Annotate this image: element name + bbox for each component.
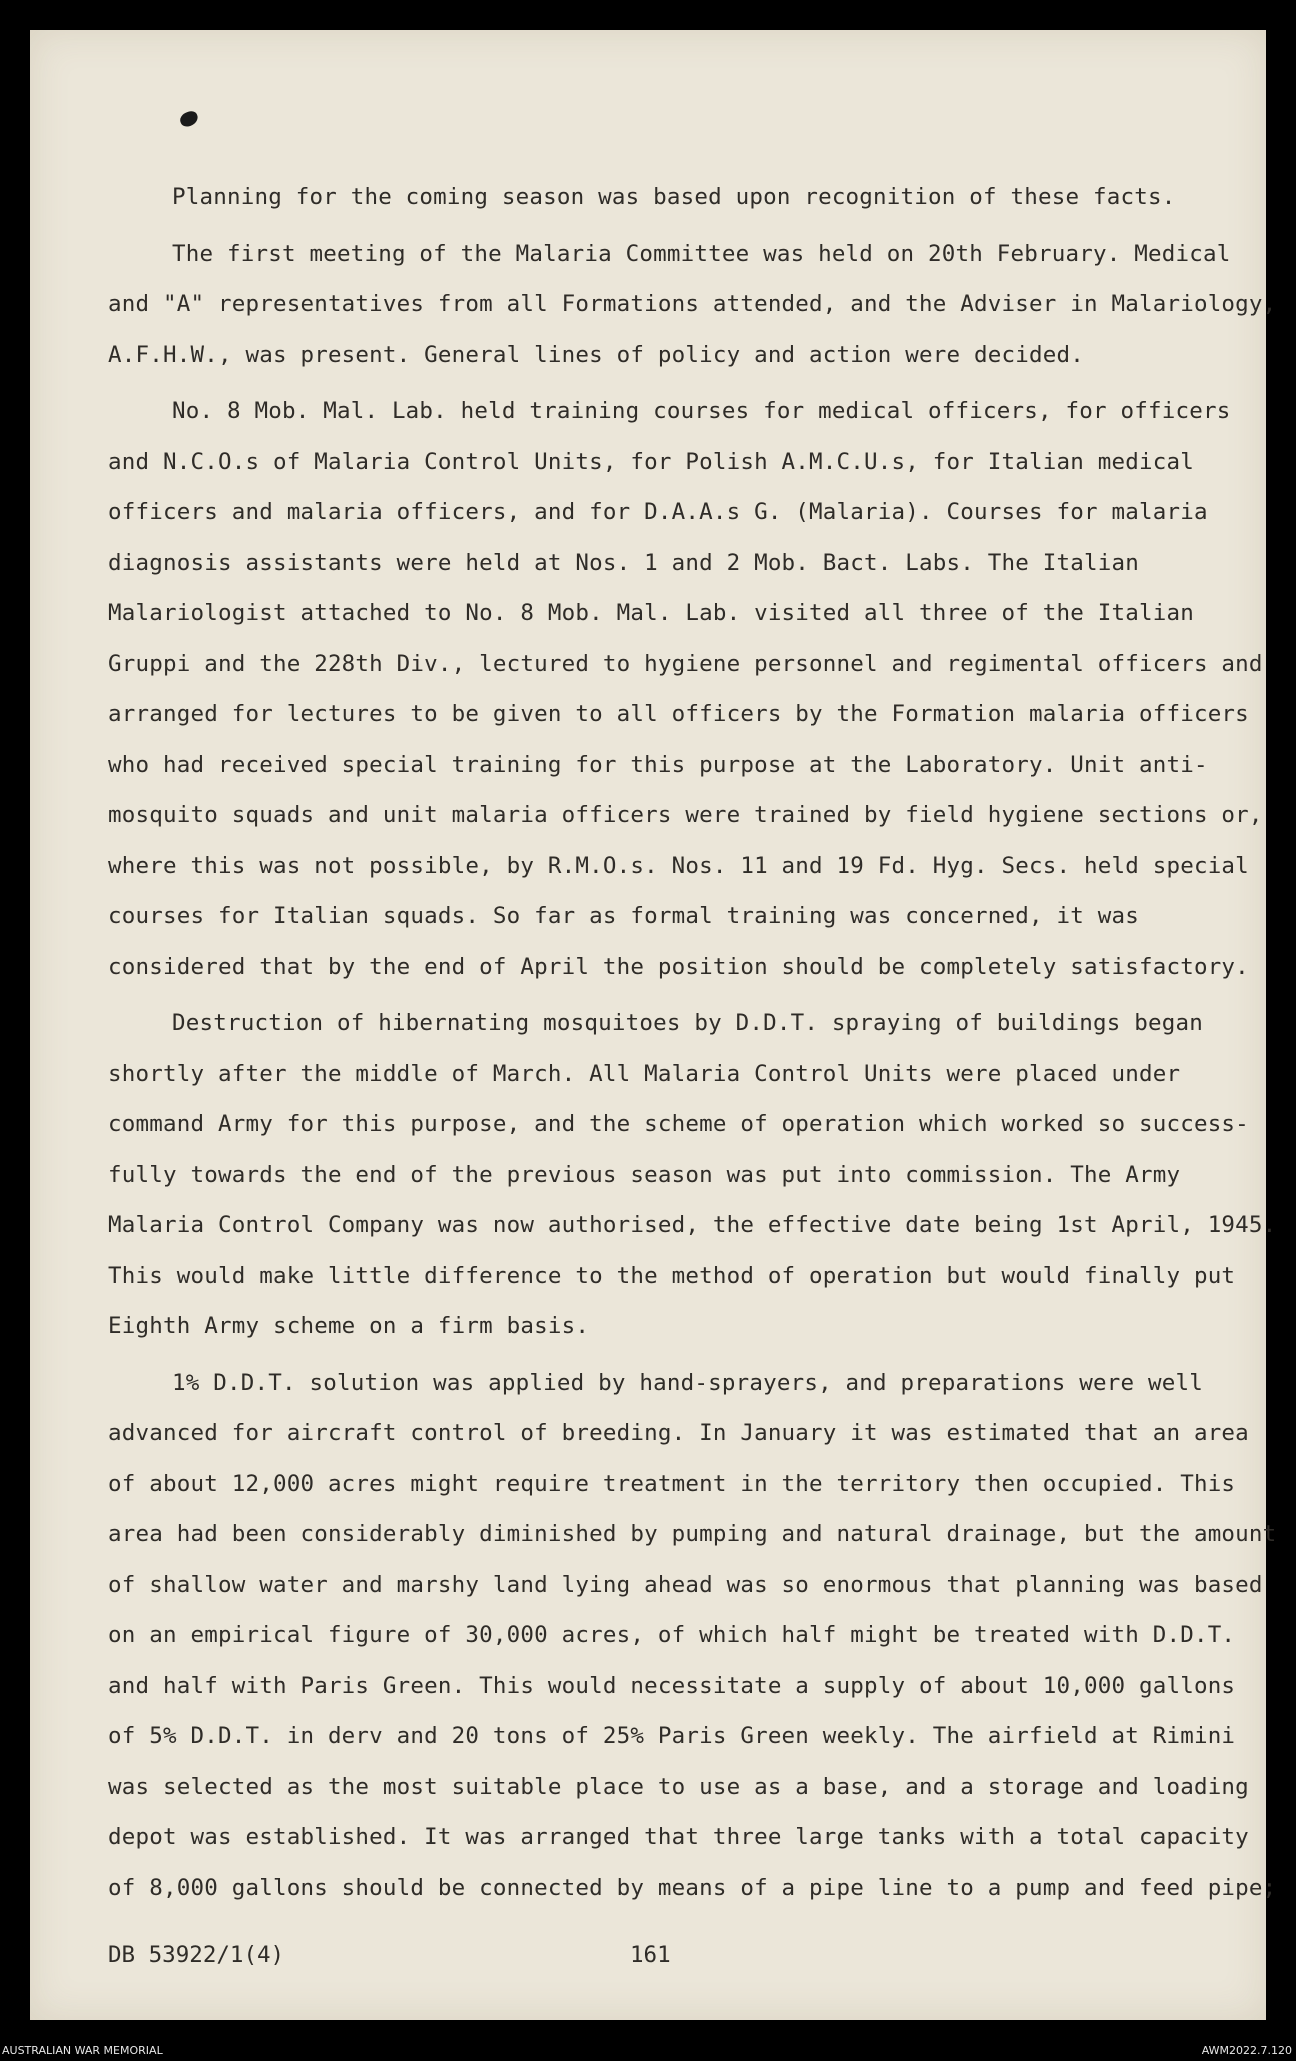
text-line: fully towards the end of the previous season was put into commission. The Army — [108, 1161, 1181, 1188]
paragraph-2 — [108, 229, 1277, 381]
document-page — [30, 30, 1277, 2020]
text-line: Eighth Army scheme on a firm basis. — [108, 1313, 590, 1339]
text-line: was selected as the most suitable place to use as a base, and a storage and loading — [108, 1773, 1249, 1800]
paragraph-4 — [108, 998, 1277, 1352]
text-line: This would make little difference to the method of operation but would finally put — [108, 1262, 1236, 1289]
text-line: on an empirical figure of 30,000 acres, of which half might be treated with D.D.T. — [108, 1622, 1236, 1648]
text-line: diagnosis assistants were held at Nos. 1 and 2 Mob. Bact. Labs. The Italian — [108, 549, 1139, 576]
paragraph-3 — [108, 386, 1263, 992]
text-line: A.F.H.W., was present. General lines of policy and action were decided. — [108, 341, 1084, 368]
archive-id: AWM2022.7.120 — [1201, 2044, 1292, 2057]
paragraph-5 — [108, 1358, 1277, 1914]
text-line: The first meeting of the Malaria Committee was held on 20th February. Medical — [172, 240, 1231, 267]
text-line: and "A" representatives from all Formations attended, and the Adviser in Malariology, — [108, 291, 1277, 317]
text-line: Destruction of hibernating mosquitoes by D.D.T. spraying of buildings began — [172, 1010, 1203, 1036]
document-body — [108, 172, 1277, 1913]
text-line: where this was not possible, by R.M.O.s. Nos. 11 and 19 Fd. Hyg. Secs. held special — [108, 852, 1249, 879]
text-line: who had received special training for this purpose at the Laboratory. Unit anti- — [108, 751, 1208, 778]
text-line: and N.C.O.s of Malaria Control Units, for Polish A.M.C.U.s, for Italian medical — [108, 448, 1194, 475]
document-reference: DB 53922/1(4) — [108, 1942, 285, 1968]
text-line: of 8,000 gallons should be connected by means of a pipe line to a pump and feed pipe; — [108, 1874, 1277, 1901]
text-line: and half with Paris Green. This would necessitate a supply of about 10,000 gallons — [108, 1672, 1236, 1699]
punch-hole — [178, 109, 200, 128]
text-line: Planning for the coming season was based upon recognition of these facts. — [172, 184, 1176, 210]
text-line: considered that by the end of April the position should be completely satisfactory. — [108, 953, 1249, 980]
text-line: mosquito squads and unit malaria officers were trained by field hygiene sections or, — [108, 802, 1263, 828]
paragraph-1 — [108, 172, 1218, 223]
text-line: officers and malaria officers, and for D.A.A.s G. (Malaria). Courses for malaria — [108, 499, 1208, 525]
text-line: area had been considerably diminished by pumping and natural drainage, but the amount — [108, 1521, 1277, 1547]
text-line: Gruppi and the 228th Div., lectured to hygiene personnel and regimental officers and — [108, 650, 1263, 677]
text-line: Malariologist attached to No. 8 Mob. Mal. Lab. visited all three of the Italian — [108, 600, 1194, 626]
text-line: of shallow water and marshy land lying ahead was so enormous that planning was based — [108, 1571, 1263, 1598]
text-line: Malaria Control Company was now authorised, the effective date being 1st April, 1945. — [108, 1212, 1277, 1238]
text-line: 1% D.D.T. solution was applied by hand-sprayers, and preparations were well — [172, 1369, 1203, 1396]
text-line: command Army for this purpose, and the scheme of operation which worked so success- — [108, 1111, 1249, 1137]
text-line: of 5% D.D.T. in derv and 20 tons of 25% Paris Green weekly. The airfield at Rimini — [108, 1723, 1236, 1749]
text-line: arranged for lectures to be given to all officers by the Formation malaria officers — [108, 701, 1249, 727]
text-line: shortly after the middle of March. All Malaria Control Units were placed under — [108, 1060, 1181, 1087]
page-number: 161 — [630, 1942, 671, 1968]
text-line: advanced for aircraft control of breeding. In January it was estimated that an area — [108, 1420, 1249, 1446]
text-line: courses for Italian squads. So far as formal training was concerned, it was — [108, 903, 1139, 929]
archive-credit: AUSTRALIAN WAR MEMORIAL — [2, 2044, 163, 2057]
text-line: No. 8 Mob. Mal. Lab. held training courses for medical officers, for officers — [172, 398, 1231, 424]
text-line: of about 12,000 acres might require treatment in the territory then occupied. This — [108, 1470, 1236, 1497]
text-line: depot was established. It was arranged that three large tanks with a total capacity — [108, 1824, 1249, 1850]
